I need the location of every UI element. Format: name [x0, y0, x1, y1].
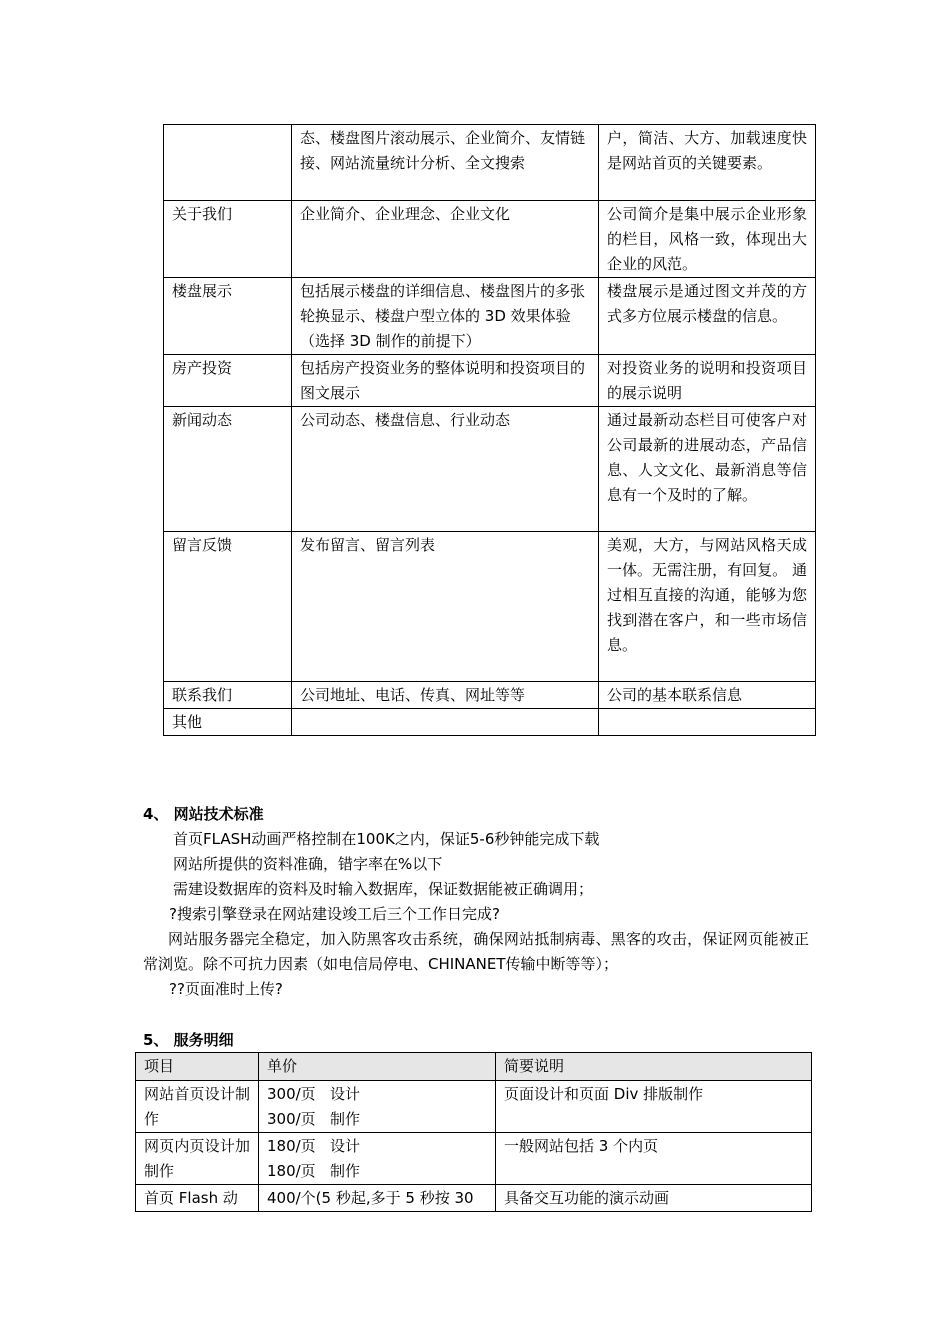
service-desc: 一般网站包括 3 个内页 — [496, 1133, 812, 1185]
paragraph: ?搜索引擎登录在网站建设竣工后三个工作日完成? — [169, 905, 500, 923]
service-price — [259, 1133, 496, 1185]
module-name: 关于我们 — [164, 201, 292, 278]
module-name: 楼盘展示 — [164, 278, 292, 355]
module-name: 留言反馈 — [164, 532, 292, 682]
module-name: 联系我们 — [164, 682, 292, 709]
price-line: 300/页 设计 — [267, 1085, 360, 1103]
table-row — [136, 1081, 812, 1133]
column-header: 简要说明 — [496, 1053, 812, 1081]
module-note: 公司简介是集中展示企业形象的栏目，风格一致，体现出大企业的风范。 — [599, 201, 816, 278]
module-name: 其他 — [164, 709, 292, 736]
paragraph: 首页FLASH动画严格控制在100K之内，保证5-6秒钟能完成下载 — [173, 830, 600, 848]
service-item: 首页 Flash 动 — [136, 1185, 259, 1212]
module-content: 公司地址、电话、传真、网址等等 — [292, 682, 599, 709]
service-desc: 页面设计和页面 Div 排版制作 — [496, 1081, 812, 1133]
price-line: 400/个(5 秒起,多于 5 秒按 30 — [267, 1189, 474, 1207]
service-item: 网页内页设计加制作 — [136, 1133, 259, 1185]
service-desc: 具备交互功能的演示动画 — [496, 1185, 812, 1212]
paragraph: 需建设数据库的资料及时输入数据库，保证数据能被正确调用； — [173, 880, 594, 898]
module-content: 企业简介、企业理念、企业文化 — [292, 201, 599, 278]
service-price — [259, 1185, 496, 1212]
table-row — [164, 682, 816, 709]
price-line: 300/页 制作 — [267, 1110, 360, 1128]
paragraph: 网站所提供的资料准确，错字率在%以下 — [173, 855, 443, 873]
paragraph: ??页面准时上传? — [169, 980, 283, 998]
service-price — [259, 1081, 496, 1133]
module-content: 发布留言、留言列表 — [292, 532, 599, 682]
module-note — [599, 709, 816, 736]
module-content: 公司动态、楼盘信息、行业动态 — [292, 407, 599, 532]
table-row — [136, 1185, 812, 1212]
module-note: 对投资业务的说明和投资项目的展示说明 — [599, 355, 816, 407]
price-line: 180/页 制作 — [267, 1162, 360, 1180]
table-header-row — [136, 1053, 812, 1081]
tech-standards-section — [143, 802, 809, 1002]
module-table — [163, 124, 816, 736]
service-table — [135, 1052, 812, 1212]
service-item: 网站首页设计制作 — [136, 1081, 259, 1133]
module-note: 楼盘展示是通过图文并茂的方式多方位展示楼盘的信息。 — [599, 278, 816, 355]
table-row — [164, 407, 816, 532]
column-header: 单价 — [259, 1053, 496, 1081]
module-name — [164, 125, 292, 201]
paragraph: 网站服务器完全稳定，加入防黑客攻击系统，确保网站抵制病毒、黑客的攻击，保证网页能被正常浏览。除不可抗力因素（如电信局停电、CHINANET传输中断等等）； — [143, 930, 809, 973]
column-header: 项目 — [136, 1053, 259, 1081]
table-row — [164, 709, 816, 736]
table-row — [164, 355, 816, 407]
module-content: 包括房产投资业务的整体说明和投资项目的图文展示 — [292, 355, 599, 407]
section-heading: 5、 服务明细 — [143, 1031, 234, 1049]
module-name: 房产投资 — [164, 355, 292, 407]
price-line: 180/页 设计 — [267, 1137, 360, 1155]
module-note: 公司的基本联系信息 — [599, 682, 816, 709]
section-heading: 4、 网站技术标准 — [143, 805, 264, 823]
table-row — [164, 532, 816, 682]
module-note: 美观，大方，与网站风格天成一体。无需注册，有回复。 通过相互直接的沟通，能够为您找到潜在客户，和一些市场信息。 — [599, 532, 816, 682]
module-name: 新闻动态 — [164, 407, 292, 532]
module-content: 包括展示楼盘的详细信息、楼盘图片的多张轮换显示、楼盘户型立体的 3D 效果体验（选择 3D 制作的前提下） — [292, 278, 599, 355]
table-row — [136, 1133, 812, 1185]
table-row — [164, 201, 816, 278]
table-row — [164, 278, 816, 355]
module-note: 通过最新动态栏目可使客户对公司最新的进展动态，产品信息、人文文化、最新消息等信息有一个及时的了解。 — [599, 407, 816, 532]
table-row — [164, 125, 816, 201]
module-content — [292, 709, 599, 736]
module-note: 户，简洁、大方、加载速度快是网站首页的关键要素。 — [599, 125, 816, 201]
module-content: 态、楼盘图片滚动展示、企业简介、友情链接、网站流量统计分析、全文搜索 — [292, 125, 599, 201]
